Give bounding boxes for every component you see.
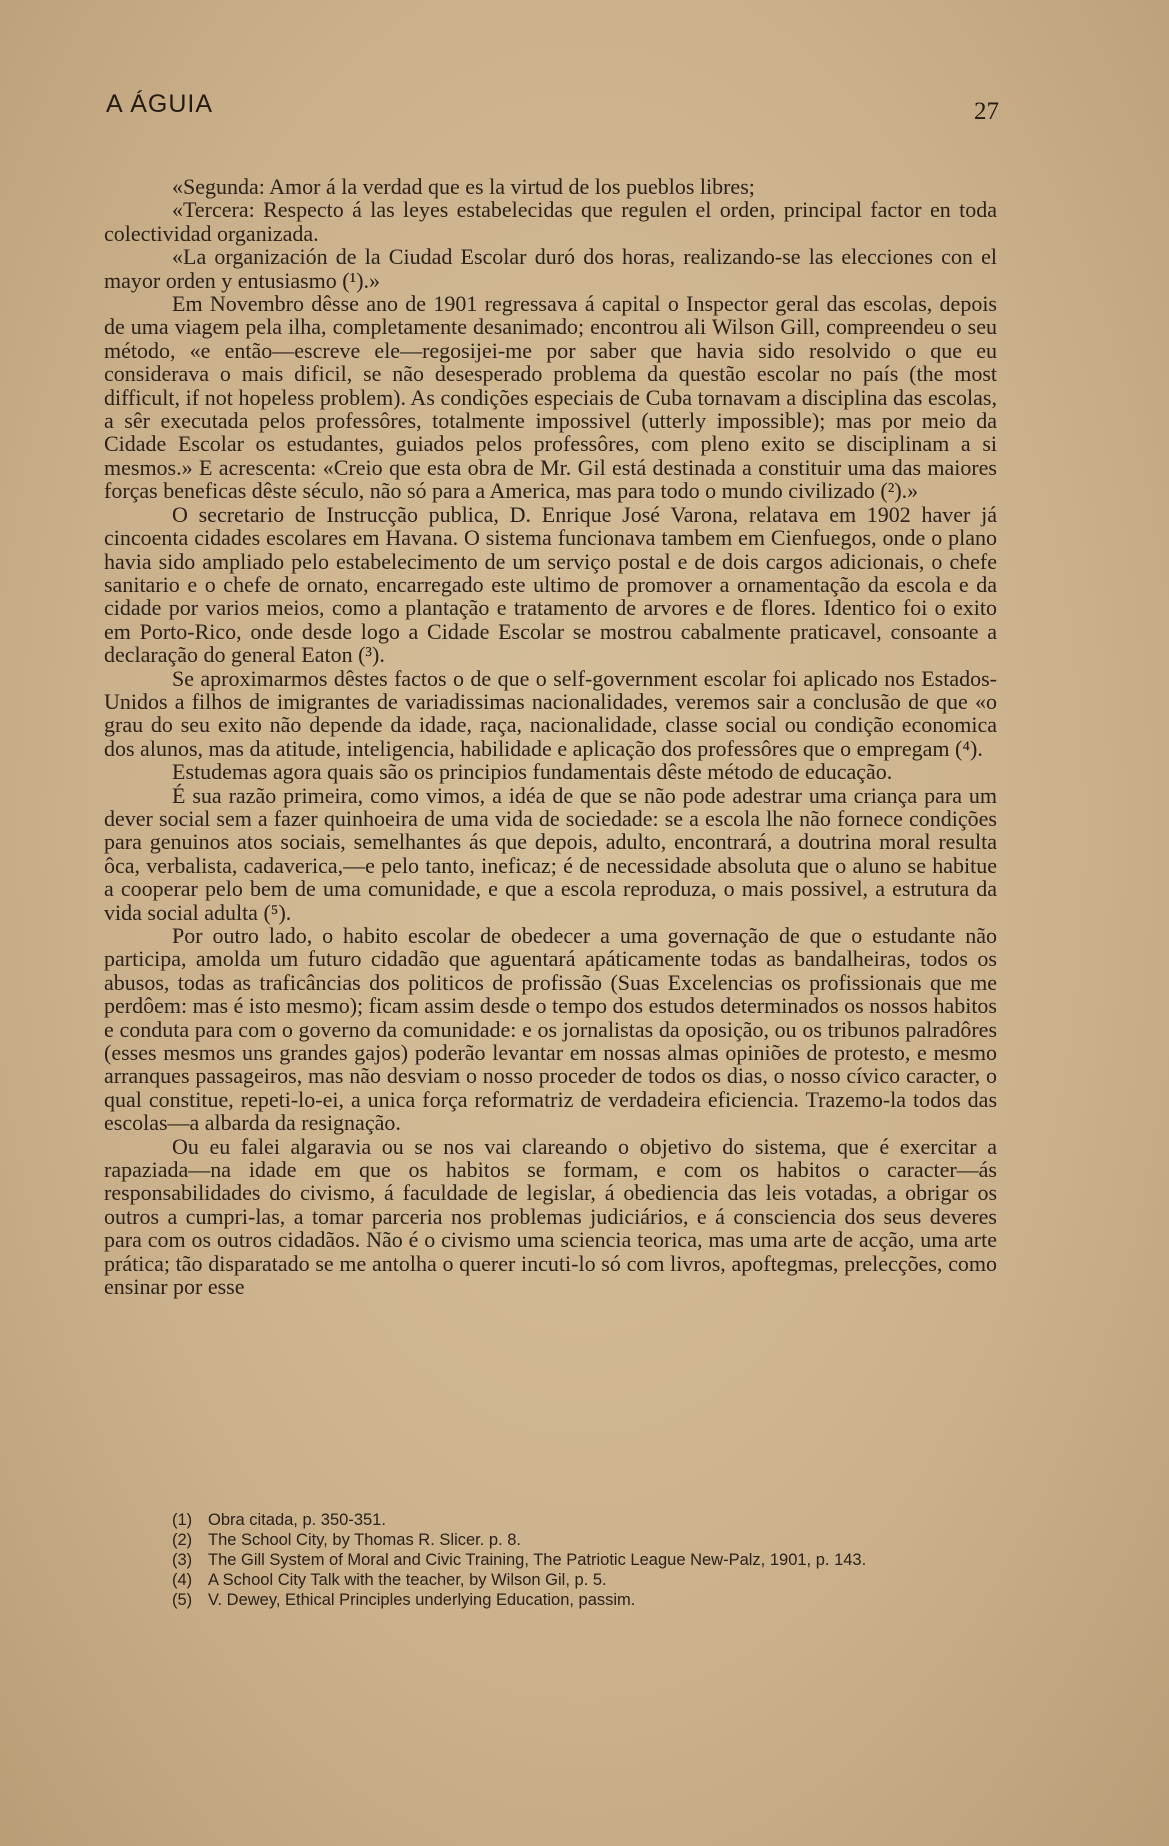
running-head: A ÁGUIA	[106, 90, 214, 118]
paragraph: «Segunda: Amor á la verdad que es la virtud de los pueblos libres;	[172, 174, 755, 199]
paragraph: Estudemas agora quais são os principios fundamentais dêste método de educação.	[172, 759, 893, 785]
paragraph: É sua razão primeira, como vimos, a idéa de que se não pode adestrar uma criança para um dever social sem a fazer quinhoeira de uma vida de sociedade: se a escola lhe não fornece condições para genuinos atos sociais, semelhantes ás que depois, adulto, encontrará, a doutrina moral resulta ôca, verbalista, cadaverica,—e pelo tanto, ineficaz; é de necessidade absoluta que o aluno se habitue a cooperar pelo bem de uma comunidade, e que a escola reproduza, o mais possivel, a estrutura da vida social adulta (⁵).	[104, 782, 997, 925]
footnote-number: (1)	[172, 1511, 193, 1529]
body-text	[104, 175, 997, 1299]
footnote-text: A School City Talk with the teacher, by Wilson Gil, p. 5.	[208, 1571, 607, 1589]
footnote-text: The School City, by Thomas R. Slicer. p. 8.	[208, 1531, 522, 1549]
footnote-number: (2)	[172, 1531, 193, 1549]
paragraph: O secretario de Instrucção publica, D. Enrique José Varona, relatava em 1902 haver já cincoenta cidades escolares em Havana. O sistema funcionava tambem em Cienfuegos, onde o plano havia sido ampliado pelo estabelecimento de um serviço postal e de dois cargos adicionais, o chefe sanitario e o chefe de ornato, encarregado este ultimo de promover a ornamentação da escola e da cidade por varios meios, como a plantação e tratamento de arvores e de flores. Identico foi o exito em Porto-Rico, onde desde logo a Cidade Escolar se mostrou cabalmente praticavel, consoante a declaração do general Eaton (³).	[104, 501, 997, 668]
page-number: 27	[974, 98, 999, 125]
page-header	[106, 86, 999, 126]
footnote-number: (5)	[172, 1591, 193, 1609]
footnote-text: The Gill System of Moral and Civic Training, The Patriotic League New-Palz, 1901, p. 143.	[208, 1551, 867, 1569]
footnote	[104, 1590, 997, 1610]
footnotes	[104, 1510, 997, 1610]
footnote	[104, 1510, 997, 1530]
footnote-number: (3)	[172, 1551, 193, 1569]
paragraph: Ou eu falei algaravia ou se nos vai clareando o objetivo do sistema, que é exercitar a rapaziada—na idade em que os habitos se formam, e com os habitos o caracter—ás responsabilidades do civismo, á faculdade de legislar, á obediencia das leis votadas, a obrigar os outros a cumpri-las, a tomar parceria nos problemas judiciários, e á consciencia dos seus deveres para com os outros cidadãos. Não é o civismo uma sciencia teorica, mas uma arte de acção, uma arte prática; tão disparatado se me antolha o querer incuti-lo só com livros, apoftegmas, prelecções, como ensinar por esse	[104, 1133, 997, 1300]
paragraph: «La organización de la Ciudad Escolar duró dos horas, realizando-se las elecciones con el mayor orden y entusiasmo (¹).»	[104, 244, 997, 293]
paragraph: Por outro lado, o habito escolar de obedecer a uma governação de que o estudante não participa, amolda um futuro cidadão que aguentará apáticamente todas as bandalheiras, todos os abusos, todas as traficâncias dos politicos de profissão (Suas Excelencias os profissionais que me perdôem: mas é isto mesmo); ficam assim desde o tempo dos estudos determinados os nossos habitos e conduta para com o governo da comunidade: e os jornalistas da oposição, ou os tribunos palradôres (esses mesmos uns grandes gajos) poderão levantar em nossas almas opiniões de protesto, e mesmo arranques passageiros, mas não desviam o nosso proceder de todos os dias, o nosso cívico caracter, o qual constitue, repeti-lo-ei, a unica força reformatriz de verdadeira eficiencia. Trazemo-la todos das escolas—a albarda da resignação.	[104, 923, 997, 1136]
footnote	[104, 1570, 997, 1590]
paragraph: «Tercera: Respecto á las leyes estabelecidas que regulen el orden, principal factor en toda colectividad organizada.	[104, 197, 997, 246]
footnote	[104, 1550, 997, 1570]
paragraph: Em Novembro dêsse ano de 1901 regressava á capital o Inspector geral das escolas, depois de uma viagem pela ilha, completamente desanimado; encontrou ali Wilson Gill, compreendeu o seu método, «e então—escreve ele—regosijei-me por saber que havia sido resolvido o que eu considerava o mais dificil, se não desesperado problema da questão escolar no país (the most difficult, if not hopeless problem). As condições especiais de Cuba tornavam a disciplina das escolas, a sêr executada pelos professôres, totalmente impossivel (utterly impossible); mas por meio da Cidade Escolar os estudantes, guiados pelos professôres, com pleno exito se disciplinam a si mesmos.» E acrescenta: «Creio que esta obra de Mr. Gil está destinada a constituir uma das maiores forças beneficas dêste século, não só para a America, mas para todo o mundo civilizado (²).»	[104, 291, 997, 504]
paragraph: Se aproximarmos dêstes factos o de que o self-government escolar foi aplicado nos Estados-Unidos a filhos de imigrantes de variadissimas nacionalidades, veremos sair a conclusão de que «o grau do seu exito não depende da idade, raça, nacionalidade, classe social ou condição economica dos alunos, mas da atitude, inteligencia, habilidade e aplicação dos professôres que o empregam (⁴).	[104, 665, 997, 761]
footnote-text: V. Dewey, Ethical Principles underlying Education, passim.	[208, 1591, 636, 1609]
footnote-text: Obra citada, p. 350-351.	[208, 1511, 386, 1529]
footnote	[104, 1530, 997, 1550]
footnote-number: (4)	[172, 1571, 193, 1589]
